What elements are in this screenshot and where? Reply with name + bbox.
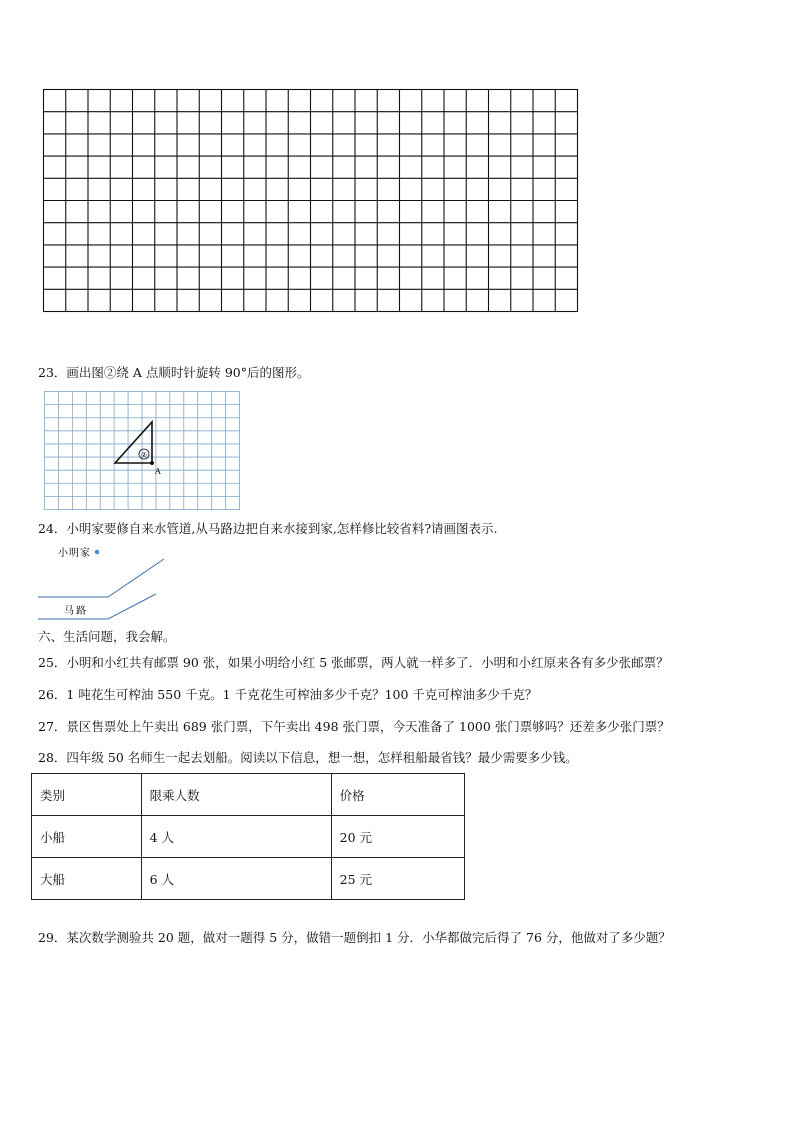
question-23: 23．画出图②绕 A 点顺时针旋转 90°后的图形。: [38, 365, 310, 380]
question-26: 26．1 吨花生可榨油 550 千克。1 千克花生可榨油多少千克？100 千克可榨油多少千克？: [38, 687, 538, 702]
question-27: 27．景区售票处上午卖出 689 张门票，下午卖出 498 张门票，今天准备了 1000 张门票够吗？还差多少张门票？: [38, 719, 670, 734]
road-label: 马路: [64, 606, 88, 617]
home-label: 小明家: [58, 548, 91, 559]
question-25: 25．小明和小红共有邮票 90 张，如果小明给小红 5 张邮票，两人就一样多了．小明和小红原来各有多少张邮票？: [38, 655, 669, 670]
table-cell: 4 人: [141, 816, 331, 858]
table-cell: 大船: [32, 858, 142, 900]
table-row: [32, 816, 465, 858]
road-edge-upper: [38, 559, 164, 597]
question-29: 29．某次数学测验共 20 题，做对一题得 5 分，做错一题倒扣 1 分．小华都做完后得了 76 分，他做对了多少题？: [38, 930, 671, 945]
road-diagram: [34, 544, 174, 622]
table-cell: 25 元: [331, 858, 464, 900]
road-edge-lower: [38, 594, 156, 619]
blank-grid: [40, 88, 580, 314]
boat-info-table: [31, 773, 465, 900]
table-cell: 20 元: [331, 816, 464, 858]
home-dot: [95, 550, 100, 555]
table-cell: 小船: [32, 816, 142, 858]
table-header-cell: 价格: [331, 774, 464, 816]
question-24: 24．小明家要修自来水管道,从马路边把自来水接到家,怎样修比较省料?请画图表示.: [38, 521, 498, 536]
point-a-label: A: [155, 467, 161, 476]
table-cell: 6 人: [141, 858, 331, 900]
table-header-row: [32, 774, 465, 816]
section-heading: 六、生活问题，我会解。: [38, 629, 176, 644]
point-a-dot: [150, 461, 154, 465]
table-header-cell: 类别: [32, 774, 142, 816]
shape-label: ②: [140, 451, 148, 459]
rotation-grid-figure: [42, 390, 242, 512]
table-header-cell: 限乘人数: [141, 774, 331, 816]
table-row: [32, 858, 465, 900]
question-28: 28．四年级 50 名师生一起去划船。阅读以下信息，想一想，怎样租船最省钱？最少需要多少钱。: [38, 750, 578, 765]
